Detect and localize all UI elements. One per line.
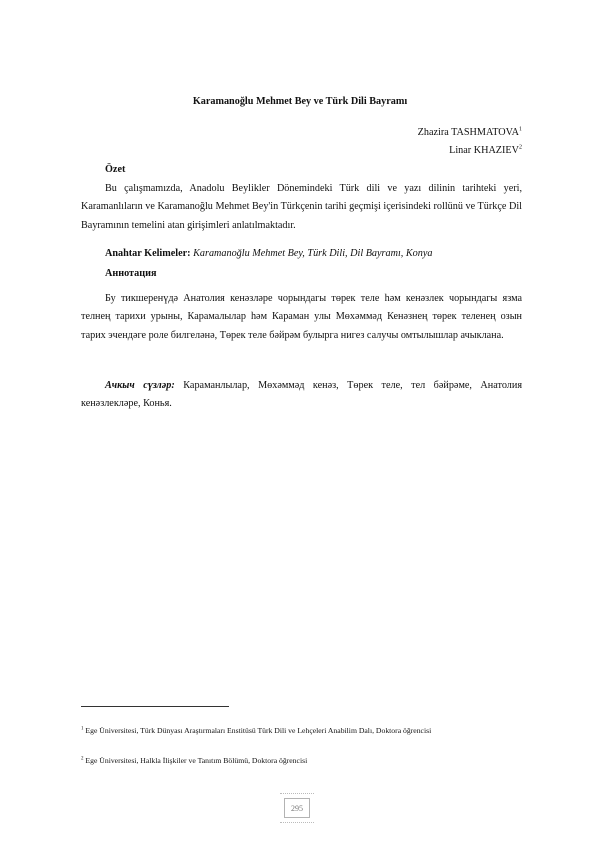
annotation-text: Бу тикшеренүдә Анатолия кенәзләре чорындагы төрек теле һәм кенәзлек чорындагы язма телнең тарихи урыны, Карамалылар һәм Караман улы Мөхәммәд Кенәзнең төрек теленең озын тарих эчендәге роле билгеләнә, Төрек теле бәйрәм булырга нигез салучы омтылышлар ачыклана. [81, 293, 522, 341]
footnote-1-mark: 1 [81, 726, 84, 732]
page-number: 295 [284, 798, 310, 818]
author-2-name: Linar KHAZIEV [449, 145, 519, 156]
author-2-footnote-mark: 2 [519, 144, 522, 151]
keywords-ru [81, 377, 522, 414]
author-1-footnote-mark: 1 [519, 126, 522, 133]
footnote-divider [81, 706, 229, 707]
footnote-2-text: Ege Üniversitesi, Halkla İlişkiler ve Tanıtım Bölümü, Doktora öğrencisi [85, 756, 308, 765]
abstract-heading: Özet [105, 164, 126, 175]
footnote-1 [81, 726, 522, 736]
keywords-ru-label: Ачкыч сүзләр: [105, 380, 175, 391]
page-number-ornament-bottom [280, 822, 314, 827]
keywords-ru-value: Караманлылар, Мөхәммәд кенәз, Төрек теле, тел бәйрәме, Анатолия кенәзлекләре, Конья. [81, 380, 523, 410]
keywords-tr [105, 248, 432, 259]
author-1-name: Zhazira TASHMATOVA [417, 127, 519, 138]
keywords-tr-label: Anahtar Kelimeler: [105, 248, 191, 259]
paper-title: Karamanoğlu Mehmet Bey ve Türk Dili Bayramı [192, 96, 408, 107]
footnote-2 [81, 756, 522, 766]
author-1 [418, 127, 522, 138]
footnote-2-mark: 2 [81, 756, 84, 762]
keywords-tr-value: Karamanoğlu Mehmet Bey, Türk Dili, Dil Bayramı, Konya [193, 248, 433, 259]
annotation-heading: Аннотация [105, 268, 157, 279]
abstract-text: Bu çalışmamızda, Anadolu Beylikler Dönemindeki Türk dili ve yazı dilinin tarihteki yeri, Karamanlıların ve Karamanoğlu Mehmet Bey'in Türkçenin tarihi geçmişi içerisindeki rollünü ve Türkçe Dil Bayramının temelini atan girişimleri anlatılmaktadır. [81, 183, 522, 231]
footnote-1-text: Ege Üniversitesi, Türk Dünyası Araştırmaları Enstitüsü Türk Dili ve Lehçeleri Anabilim Dalı, Doktora öğrencisi [85, 726, 432, 735]
author-2 [449, 145, 522, 156]
